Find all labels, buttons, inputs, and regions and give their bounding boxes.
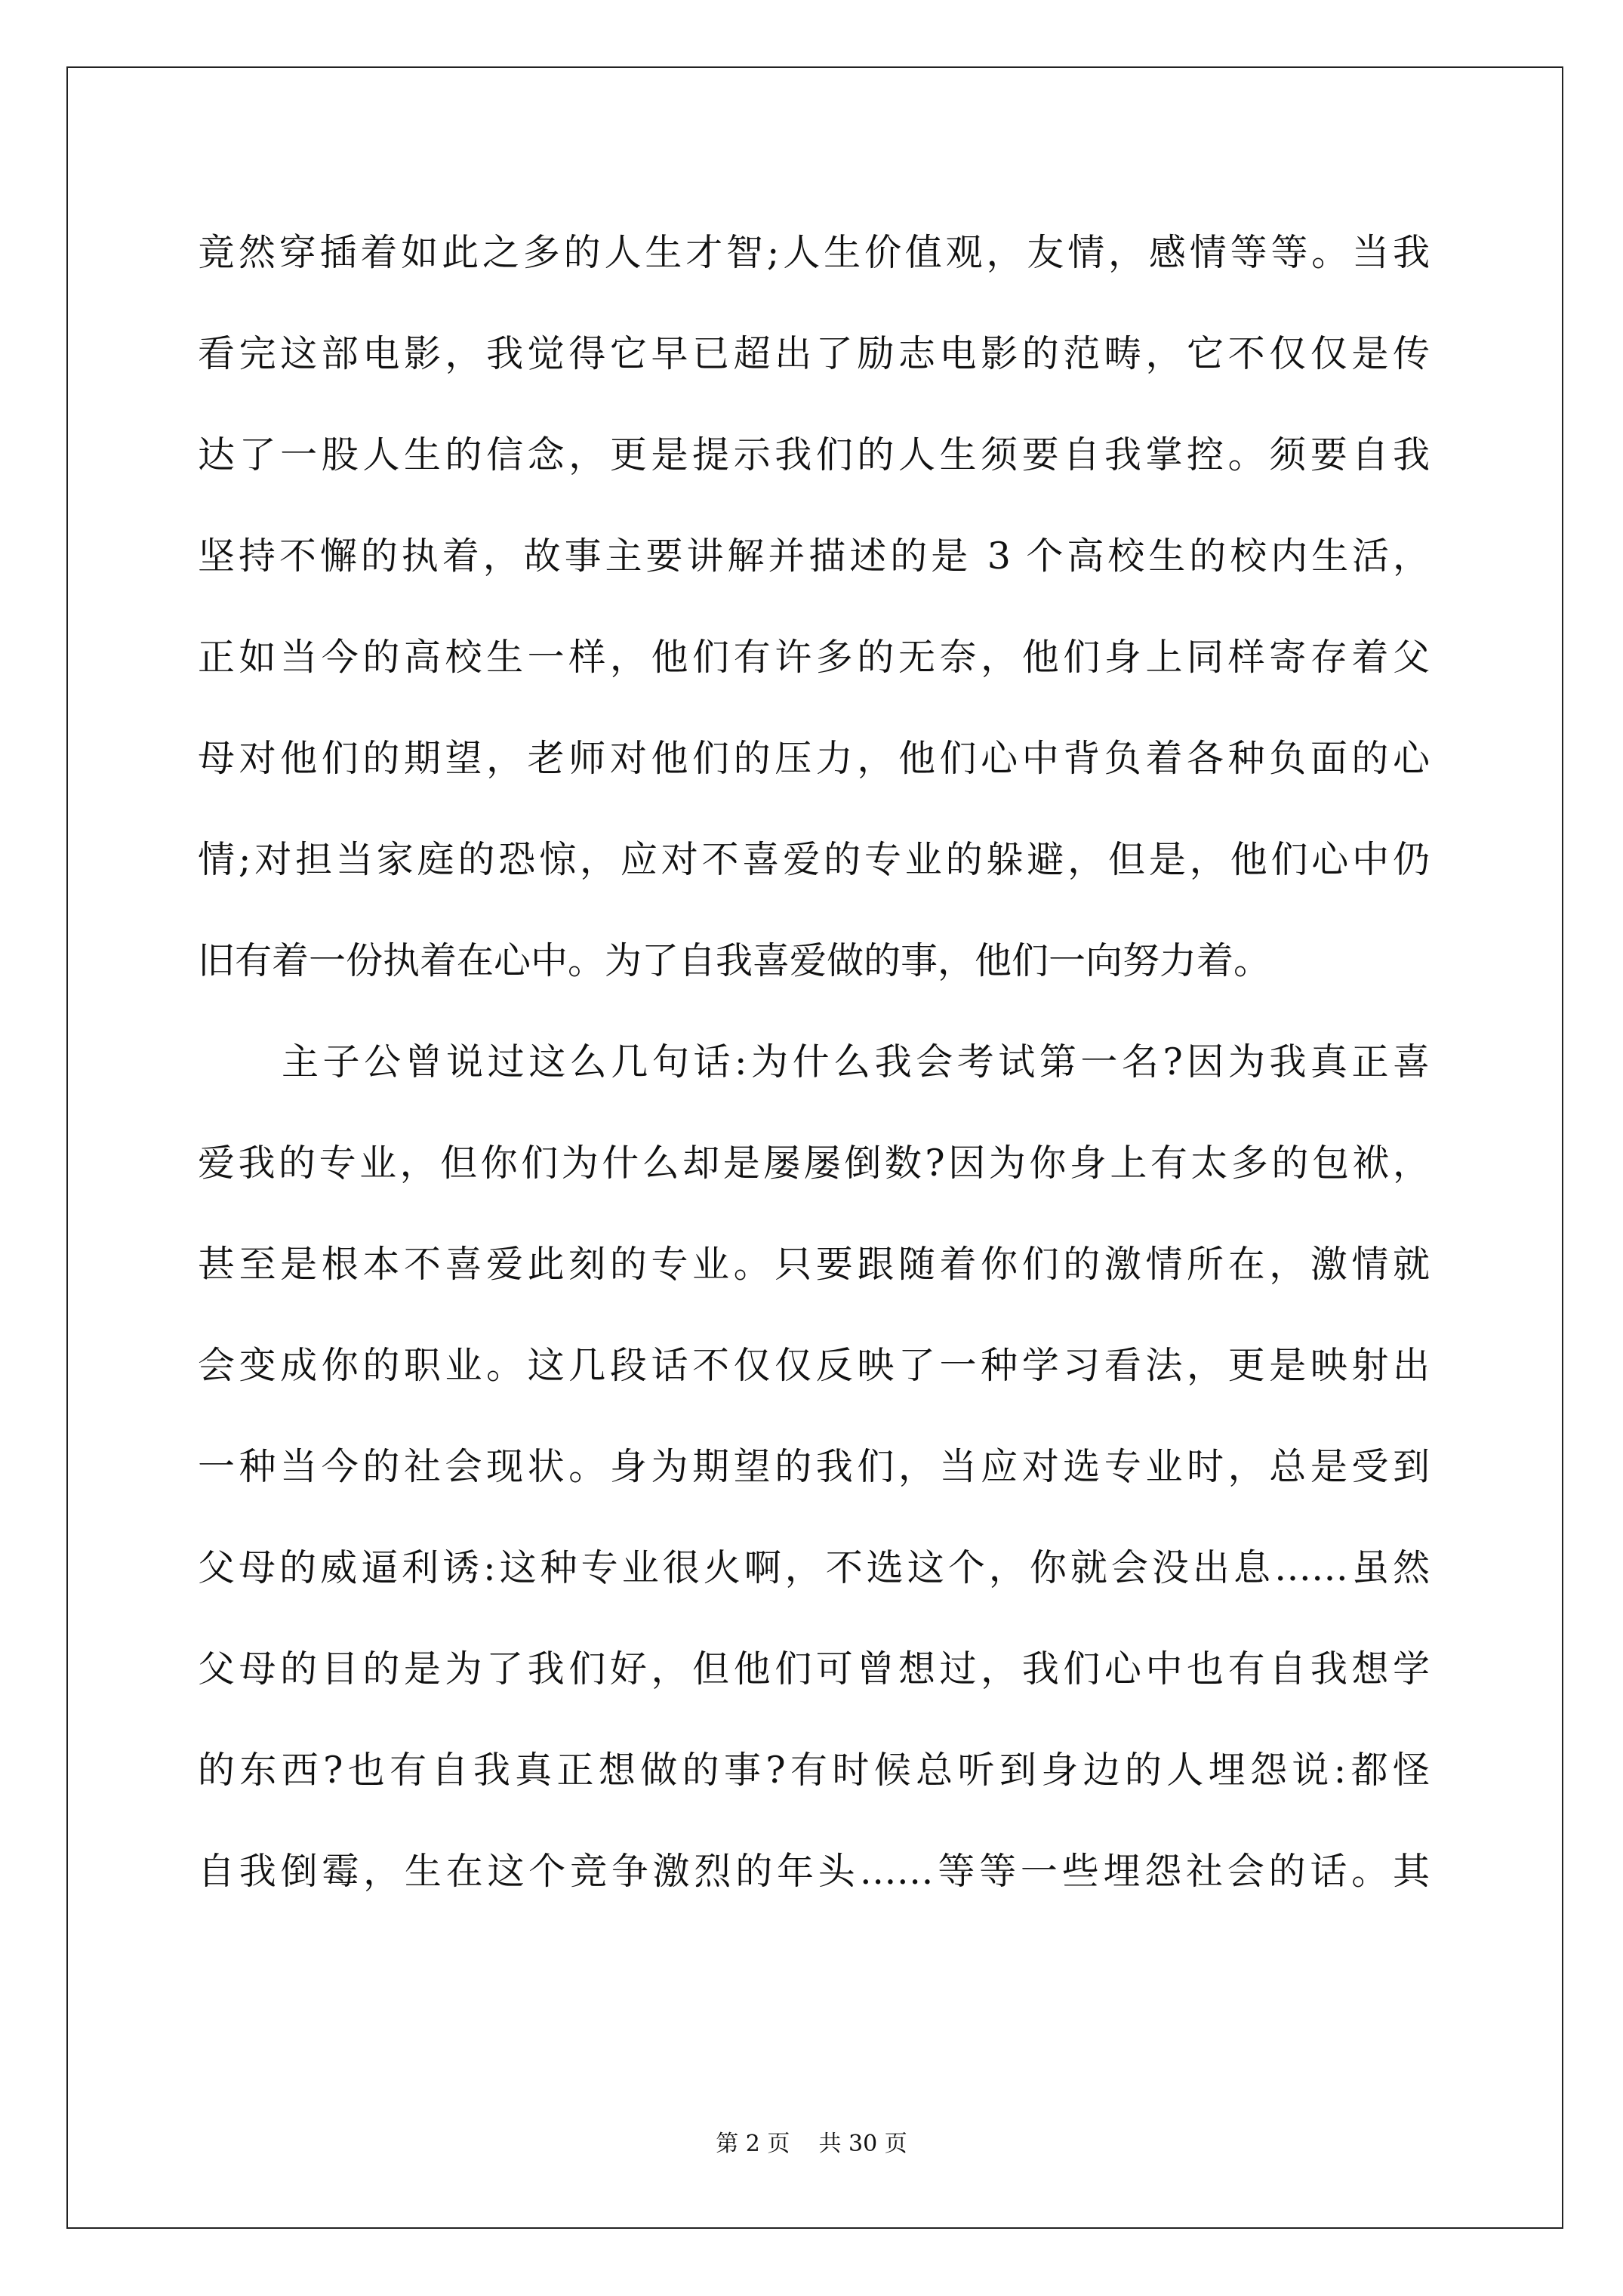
text-line-7: 情;对担当家庭的恐惊，应对不喜爱的专业的躲避，但是，他们心中仍 bbox=[198, 838, 1430, 881]
text-line-12: 会变成你的职业。这几段话不仅仅反映了一种学习看法，更是映射出 bbox=[198, 1344, 1430, 1387]
page-number-footer: 第 2 页 共 30 页 bbox=[716, 2131, 907, 2157]
text-line-3: 达了一股人生的信念，更是提示我们的人生须要自我掌控。须要自我 bbox=[198, 433, 1430, 476]
text-line-17: 自我倒霉，生在这个竞争激烈的年头……等等一些埋怨社会的话。其 bbox=[198, 1850, 1430, 1893]
text-line-13: 一种当今的社会现状。身为期望的我们，当应对选专业时，总是受到 bbox=[198, 1445, 1430, 1488]
text-line-10: 爱我的专业，但你们为什么却是屡屡倒数?因为你身上有太多的包袱， bbox=[198, 1142, 1430, 1185]
text-line-6: 母对他们的期望，老师对他们的压力，他们心中背负着各种负面的心 bbox=[198, 737, 1430, 780]
text-line-15: 父母的目的是为了我们好，但他们可曾想过，我们心中也有自我想学 bbox=[198, 1647, 1430, 1690]
text-line-2: 看完这部电影，我觉得它早已超出了励志电影的范畴，它不仅仅是传 bbox=[198, 332, 1430, 375]
text-line-5: 正如当今的高校生一样，他们有许多的无奈，他们身上同样寄存着父 bbox=[198, 636, 1430, 679]
text-line-11: 甚至是根本不喜爱此刻的专业。只要跟随着你们的激情所在，激情就 bbox=[198, 1243, 1430, 1286]
text-line-8: 旧有着一份执着在心中。为了自我喜爱做的事，他们一向努力着。 bbox=[198, 939, 1271, 982]
text-line-1: 竟然穿插着如此之多的人生才智;人生价值观，友情，感情等等。当我 bbox=[198, 231, 1430, 274]
text-line-14: 父母的威逼利诱:这种专业很火啊，不选这个，你就会没出息……虽然 bbox=[198, 1546, 1430, 1589]
text-line-4: 坚持不懈的执着，故事主要讲解并描述的是 3 个高校生的校内生活， bbox=[198, 535, 1430, 578]
text-line-9: 主子公曾说过这么几句话:为什么我会考试第一名?因为我真正喜 bbox=[282, 1040, 1430, 1083]
text-line-16: 的东西?也有自我真正想做的事?有时候总听到身边的人埋怨说:都怪 bbox=[198, 1749, 1430, 1792]
